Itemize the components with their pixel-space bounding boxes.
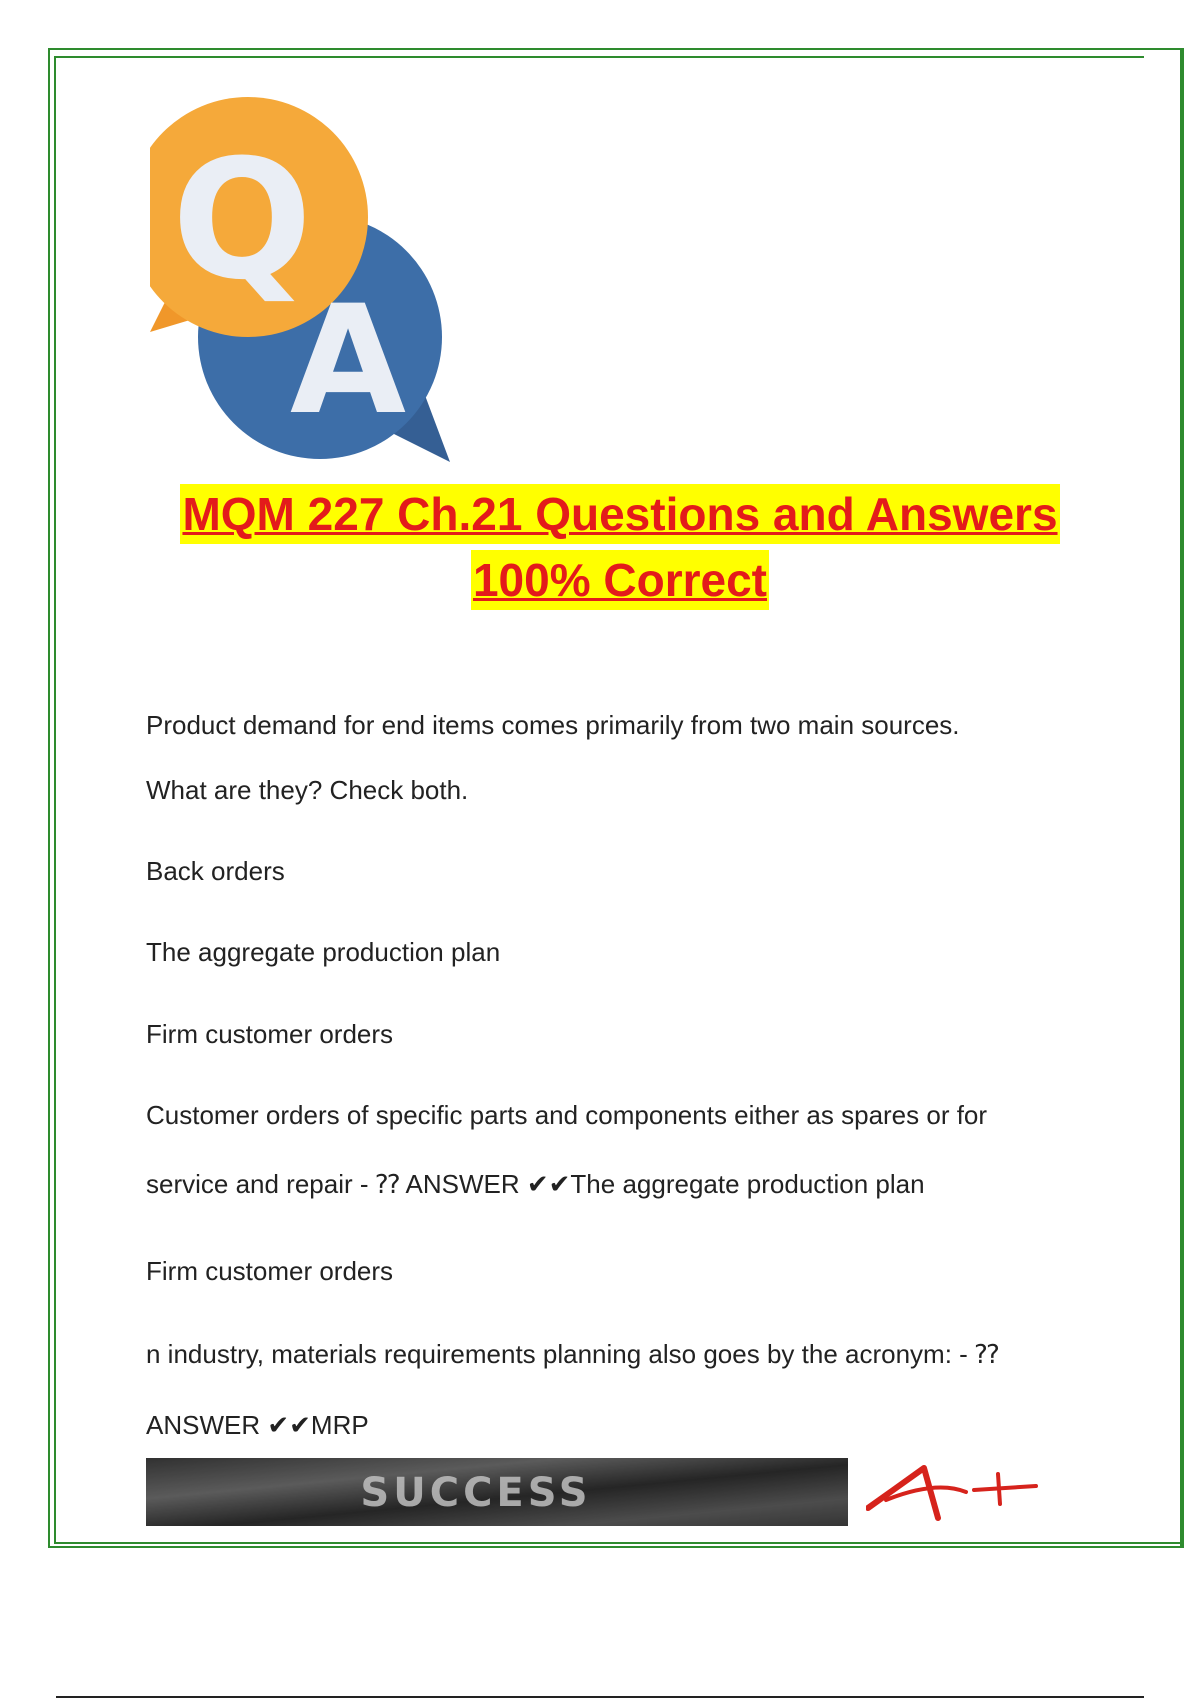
answer-1-line-1: service and repair - ⁇ ANSWER ✔✔The aggregate production plan <box>146 1169 925 1199</box>
question-2-text: n industry, materials requirements planning also goes by the acronym: - ⁇ <box>146 1339 999 1369</box>
page-bottom-rule <box>56 1696 1144 1698</box>
logo-q-letter: Q <box>171 124 313 316</box>
option-firm-orders: Firm customer orders <box>146 1019 394 1049</box>
document-title <box>140 484 1100 616</box>
logo-a-letter: A <box>289 274 407 448</box>
answer-2: ANSWER ✔✔MRP <box>146 1410 369 1440</box>
option-customer-parts: Customer orders of specific parts and components either as spares or for <box>146 1100 988 1130</box>
page-border-right <box>1180 48 1182 1548</box>
page-border-top <box>54 56 1144 58</box>
option-back-orders: Back orders <box>146 856 285 886</box>
option-aggregate-plan: The aggregate production plan <box>146 937 501 967</box>
title-line-2: 100% Correct <box>471 550 769 610</box>
question-1-text-1: Product demand for end items comes primarily from two main sources. <box>146 710 960 740</box>
a-plus-grade-icon <box>866 1460 1046 1530</box>
success-banner <box>146 1458 848 1526</box>
answer-1-line-2: Firm customer orders <box>146 1256 394 1286</box>
question-1-text-2: What are they? Check both. <box>146 775 469 805</box>
qa-logo-icon <box>150 82 460 482</box>
title-line-1: MQM 227 Ch.21 Questions and Answers <box>180 484 1059 544</box>
success-banner-text: SUCCESS <box>360 1470 592 1516</box>
